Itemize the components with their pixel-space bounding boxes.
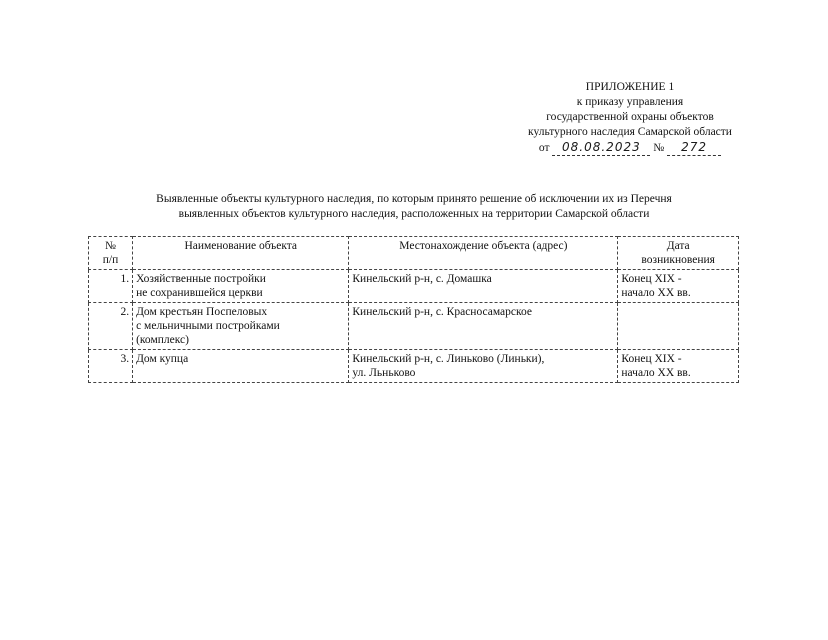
header-address: Местонахождение объекта (адрес) (349, 237, 618, 270)
appendix-date-line (539, 140, 721, 156)
header-number: № п/п (89, 237, 133, 270)
row-address: Кинельский р-н, с. Линьково (Линьки), ул. Льньково (349, 350, 618, 383)
objects-table (88, 236, 739, 383)
header-object-name: Наименование объекта (133, 237, 349, 270)
row-number: 3. (89, 350, 133, 383)
appendix-line-order: к приказу управления (576, 96, 684, 108)
row-number: 1. (89, 270, 133, 303)
row-date (618, 303, 739, 350)
document-title (80, 192, 748, 222)
table-row (89, 350, 739, 383)
appendix-title: ПРИЛОЖЕНИЕ 1 (585, 81, 675, 93)
table-row (89, 270, 739, 303)
number-label: № (653, 142, 665, 154)
handwritten-date: 08.08.2023 (552, 140, 650, 156)
document-title-line-2: выявленных объектов культурного наследия, расположенных на территории Самарской области (178, 208, 650, 220)
row-number: 2. (89, 303, 133, 350)
appendix-line-department: государственной охраны объектов (546, 111, 714, 123)
row-object-name: Дом крестьян Поспеловых с мельничными постройками (комплекс) (133, 303, 349, 350)
document-title-line-1: Выявленные объекты культурного наследия, по которым принято решение об исключении их из Перечня (156, 193, 672, 205)
row-date: Конец XIX - начало XX вв. (618, 270, 739, 303)
row-object-name: Хозяйственные постройки не сохранившейся церкви (133, 270, 349, 303)
header-date: Дата возникновения (618, 237, 739, 270)
row-object-name: Дом купца (133, 350, 349, 383)
row-address: Кинельский р-н, с. Красносамарское (349, 303, 618, 350)
table-header-row (89, 237, 739, 270)
from-label: от (538, 142, 550, 154)
row-address: Кинельский р-н, с. Домашка (349, 270, 618, 303)
appendix-line-region: культурного наследия Самарской области (528, 126, 732, 138)
table-row (89, 303, 739, 350)
row-date: Конец XIX - начало XX вв. (618, 350, 739, 383)
appendix-header (470, 80, 790, 156)
handwritten-number: 272 (667, 140, 721, 156)
